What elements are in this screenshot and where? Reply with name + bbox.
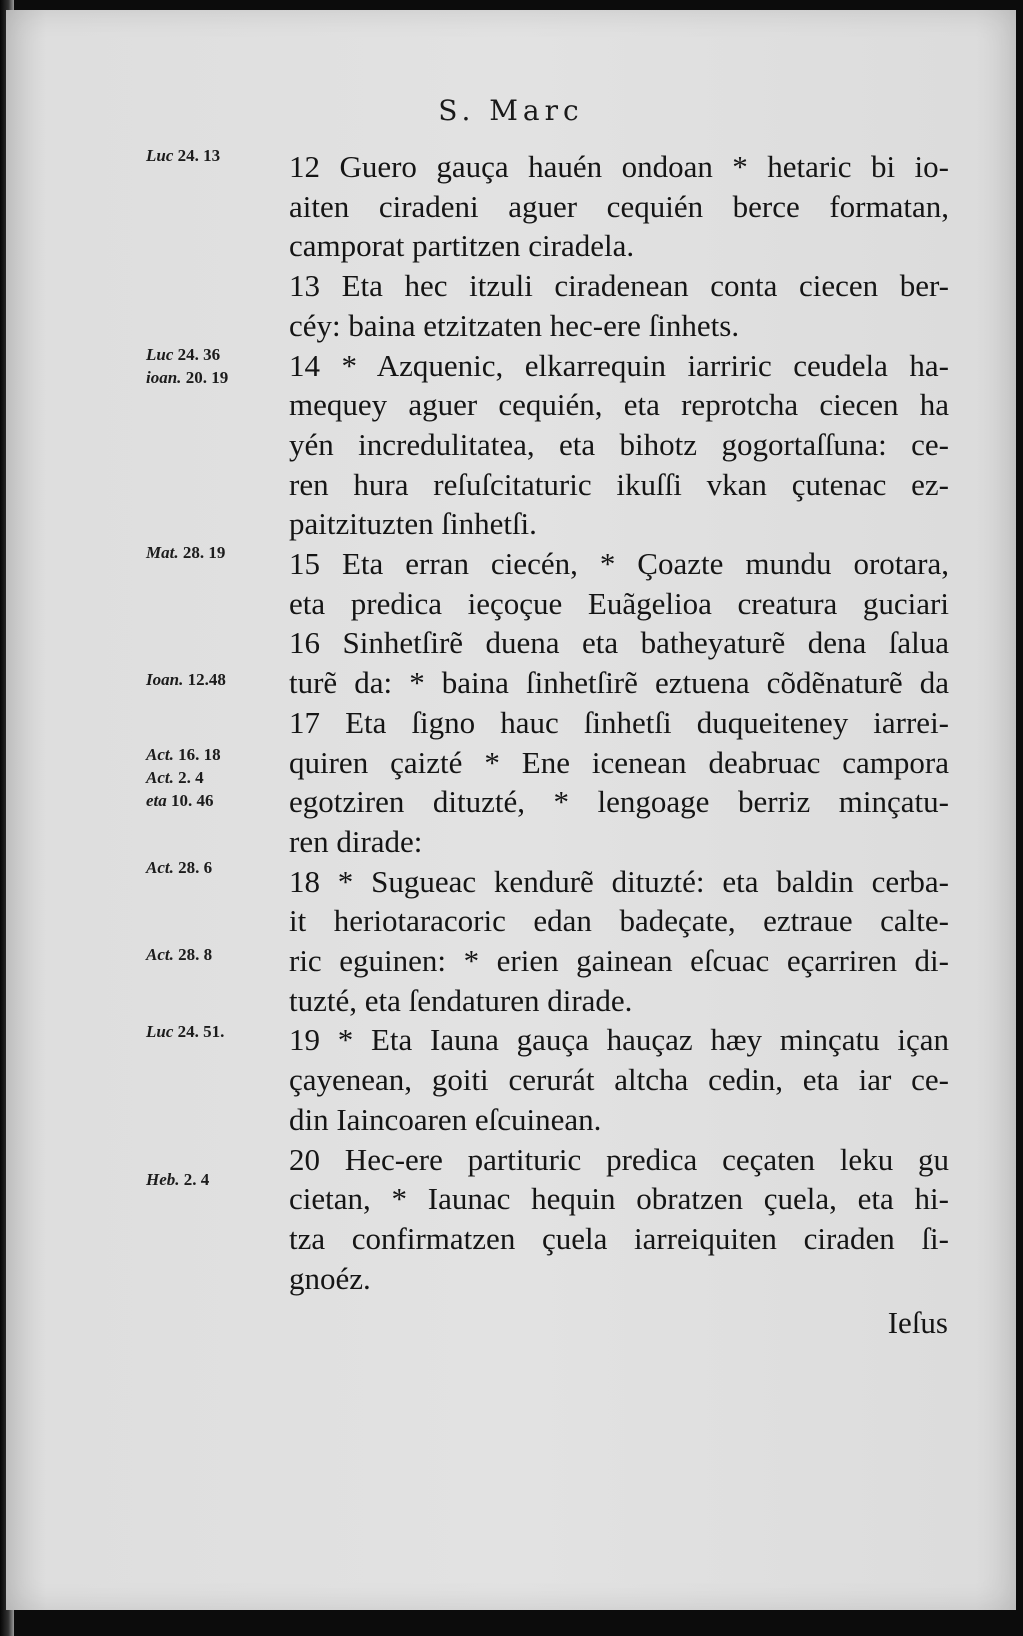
text-line: 19 * Eta Iauna gauça hauçaz hæy minçatu içan — [289, 1022, 949, 1058]
text-line: egotziren dituzté, * lengoage berriz minçatu- — [289, 784, 949, 820]
margin-reference — [146, 670, 226, 690]
reference-book: Luc — [146, 146, 174, 165]
margin-reference — [146, 345, 220, 365]
text-line: yén incredulitatea, eta bihotz gogortaſſuna: ce- — [289, 426, 949, 462]
reference-book: Ioan. — [146, 670, 184, 689]
text-line: eta predica ieçoçue Euãgelioa creatura guciari — [289, 585, 949, 621]
reference-book: Luc — [146, 1022, 174, 1041]
reference-book: Luc — [146, 345, 174, 364]
text-line: din Iaincoaren eſcuinean. — [289, 1101, 602, 1137]
reference-verse: 10. 46 — [166, 791, 214, 810]
margin-reference — [146, 368, 228, 388]
reference-book: Heb. — [146, 1170, 180, 1189]
reference-verse: 28. 6 — [173, 858, 213, 877]
margin-reference — [146, 1170, 209, 1190]
reference-verse: 28. 8 — [173, 945, 213, 964]
text-line: paitzituzten ſinhetſi. — [289, 506, 537, 542]
text-line: céy: baina etzitzaten hec-ere ſinhets. — [289, 307, 740, 343]
scripture-text — [289, 147, 949, 1298]
text-line: camporat partitzen ciradela. — [289, 228, 635, 264]
reference-verse: 24. 51. — [173, 1022, 225, 1041]
text-line: 17 Eta ſigno hauc ſinhetſi duqueiteney iarrei- — [289, 704, 949, 740]
text-line: mequey aguer cequién, eta reprotcha ciecen ha — [289, 387, 949, 423]
text-line: 13 Eta hec itzuli ciradenean conta ciecen ber- — [289, 268, 949, 304]
reference-verse: 28. 19 — [178, 543, 226, 562]
reference-verse: 12.48 — [183, 670, 226, 689]
margin-reference — [146, 146, 220, 166]
reference-book: ioan. — [146, 368, 182, 387]
text-line: 14 * Azquenic, elkarrequin iarriric ceudela ha- — [289, 347, 949, 383]
text-line: ren hura reſuſcitaturic ikuſſi vkan çutenac ez- — [289, 466, 949, 502]
running-head: S. Marc — [438, 94, 584, 127]
reference-book: Act. — [146, 768, 174, 787]
margin-reference — [146, 1022, 224, 1042]
text-line: 20 Hec-ere partituric predica ceçaten leku gu — [289, 1141, 949, 1177]
text-line: 18 * Sugueac kendurẽ dituzté: eta baldin cerba- — [289, 863, 949, 899]
catchword: Ieſus — [887, 1305, 948, 1340]
margin-reference — [146, 745, 221, 765]
reference-book: eta — [146, 791, 167, 810]
reference-book: Mat. — [146, 543, 179, 562]
reference-verse: 24. 36 — [173, 345, 221, 364]
reference-verse: 20. 19 — [181, 368, 229, 387]
text-line: 16 Sinhetſirẽ duena eta batheyaturẽ dena ſalua — [289, 625, 949, 661]
text-line: tza confirmatzen çuela iarreiquiten ciraden ſi- — [289, 1220, 949, 1256]
reference-book: Act. — [146, 858, 174, 877]
reference-verse: 2. 4 — [173, 768, 204, 787]
text-line: 12 Guero gauça hauén ondoan * hetaric bi io- — [289, 149, 949, 184]
margin-reference — [146, 791, 214, 811]
text-line: 15 Eta erran ciecén, * Çoazte mundu orotara, — [289, 546, 949, 582]
text-line: ren dirade: — [289, 823, 423, 859]
margin-reference — [146, 768, 204, 788]
margin-reference — [146, 945, 212, 965]
text-line: ric eguinen: * erien gainean eſcuac eçarriren di- — [289, 943, 949, 979]
text-line: gnoéz. — [289, 1260, 371, 1296]
margin-reference — [146, 543, 225, 563]
text-line: cietan, * Iaunac hequin obratzen çuela, eta hi- — [289, 1181, 949, 1217]
reference-book: Act. — [146, 945, 174, 964]
text-line: it heriotaracoric edan badeçate, eztraue calte- — [289, 903, 949, 939]
text-line: turẽ da: * baina ſinhetſirẽ eztuena cõdẽnaturẽ da — [289, 665, 949, 701]
text-line: quiren çaizté * Ene icenean deabruac campora — [289, 744, 949, 780]
reference-verse: 16. 18 — [173, 745, 221, 764]
reference-verse: 2. 4 — [179, 1170, 210, 1189]
margin-reference — [146, 858, 212, 878]
reference-verse: 24. 13 — [173, 146, 221, 165]
reference-book: Act. — [146, 745, 174, 764]
text-line: aiten ciradeni aguer cequién berce formatan, — [289, 188, 949, 224]
text-line: tuzté, eta ſendaturen dirade. — [289, 982, 633, 1018]
text-line: çayenean, goiti cerurát altcha cedin, eta iar ce- — [289, 1062, 949, 1098]
book-page — [6, 10, 1016, 1610]
